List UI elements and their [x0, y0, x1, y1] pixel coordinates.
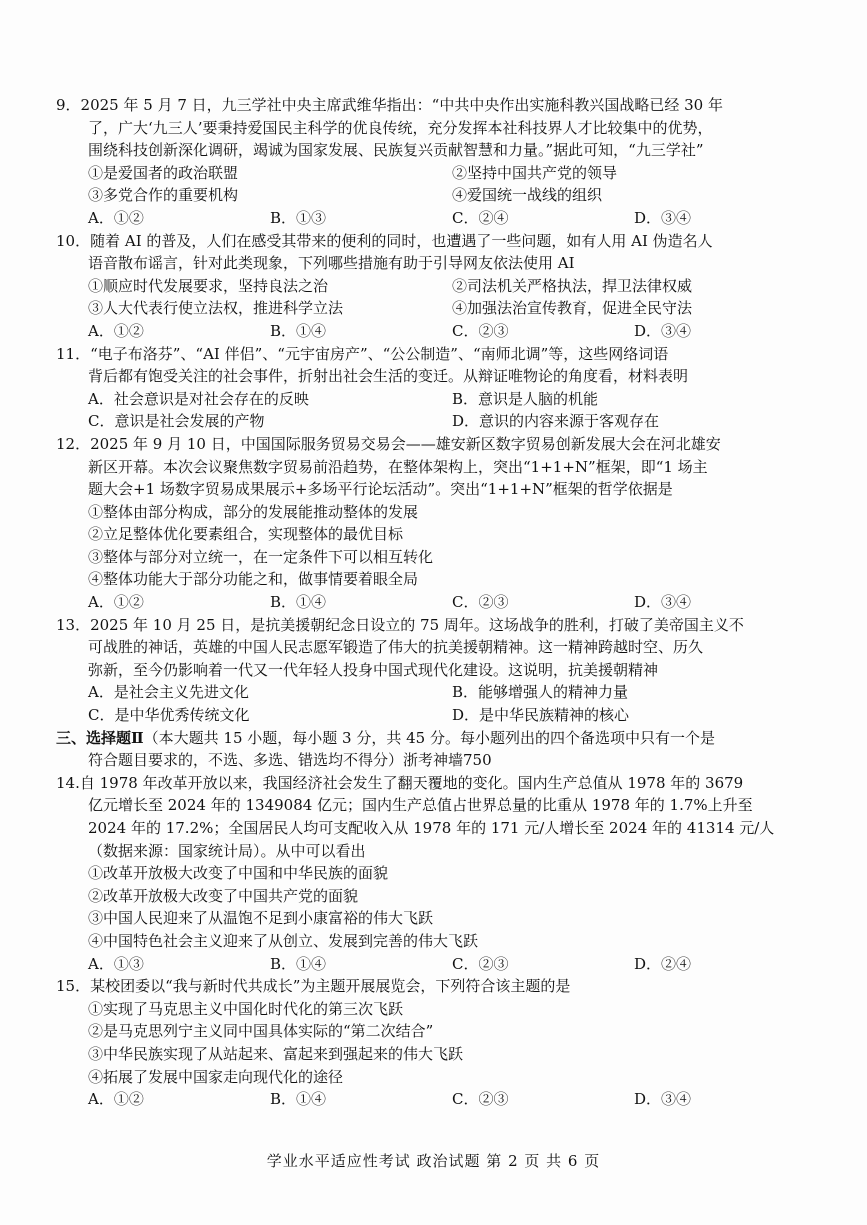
question-stem-line: 可战胜的神话，英雄的中国人民志愿军锻造了伟大的抗美援朝精神。这一精神跨越时空、历久	[88, 638, 704, 657]
question-stem-line: 题大会+1 场数字贸易成果展示+多场平行论坛活动”。突出“1+1+N”框架的哲学依据是	[88, 480, 673, 499]
choice-row	[56, 591, 816, 614]
statement-option: ②坚持中国共产党的领导	[452, 163, 618, 182]
choice-row	[56, 388, 816, 411]
choice-d: D．意识的内容来源于客观存在	[452, 412, 660, 431]
choice-a: A．①②	[88, 208, 144, 227]
question-stem-line: 12．2025 年 9 月 10 日，中国国际服务贸易交易会——雄安新区数字贸易创新发展大会在河北雄安	[56, 434, 721, 453]
choice-a: A．是社会主义先进文化	[88, 683, 249, 702]
section-instructions-line: 符合题目要求的，不选、多选、错选均不得分）浙考神墙750	[88, 751, 492, 770]
choice-c: C．②③	[452, 593, 509, 612]
question-stem-line: 15．某校团委以“我与新时代共成长”为主题开展展览会，下列符合该主题的是	[56, 977, 571, 996]
choice-c: C．②③	[452, 954, 509, 973]
choice-row	[56, 410, 816, 433]
choice-row	[56, 207, 816, 230]
statement-option: ②改革开放极大改变了中国共产党的面貌	[88, 886, 359, 905]
choice-a: A．①②	[88, 1090, 144, 1109]
statement-option: ①顺应时代发展要求，坚持良法之治	[88, 276, 329, 295]
page-footer: 学业水平适应性考试 政治试题 第 2 页 共 6 页	[266, 1152, 601, 1170]
statement-option: ③中国人民迎来了从温饱不足到小康富裕的伟大飞跃	[88, 909, 434, 928]
choice-b: B．意识是人脑的机能	[452, 389, 599, 408]
choice-c: C．②④	[452, 208, 509, 227]
choice-d: D．③④	[634, 593, 692, 612]
section-3-heading	[56, 727, 816, 772]
statement-option: ④爱国统一战线的组织	[452, 186, 603, 205]
statement-option: ④中国特色社会主义迎来了从创立、发展到完善的伟大飞跃	[88, 931, 479, 950]
statement-option: ③中华民族实现了从站起来、富起来到强起来的伟大飞跃	[88, 1044, 464, 1063]
statement-option: ②司法机关严格执法，捍卫法律权威	[452, 276, 693, 295]
choice-row	[56, 704, 816, 727]
statement-option: ④拓展了发展中国家走向现代化的途径	[88, 1067, 344, 1086]
question-stem-line: 亿元增长至 2024 年的 1349084 亿元；国内生产总值占世界总量的比重从 1978 年的 1.7%上升至	[88, 796, 753, 815]
choice-b: B．①④	[270, 1090, 327, 1109]
choice-b: B．①④	[270, 593, 327, 612]
statement-option: ①实现了马克思主义中国化时代化的第三次飞跃	[88, 999, 404, 1018]
question-stem-line: 背后都有饱受关注的社会事件，折射出社会生活的变迁。从辩证唯物论的角度看，材料表明	[88, 367, 689, 386]
statement-option: ④整体功能大于部分功能之和，做事情要着眼全局	[88, 570, 419, 589]
statement-option: ②是马克思列宁主义同中国具体实际的“第二次结合”	[88, 1022, 434, 1041]
question-9	[56, 94, 816, 230]
statement-row	[56, 275, 816, 298]
statement-option: ③整体与部分对立统一，在一定条件下可以相互转化	[88, 547, 434, 566]
question-stem-line: 新区开幕。本次会议聚焦数字贸易前沿趋势，在整体架构上，突出“1+1+N”框架，即“1 场主	[88, 457, 708, 476]
choice-b: B．①③	[270, 208, 327, 227]
statement-option: ③多党合作的重要机构	[88, 186, 239, 205]
choice-b: B．①④	[270, 954, 327, 973]
choice-b: B．①④	[270, 321, 327, 340]
question-stem-line: 语音散布谣言，针对此类现象，下列哪些措施有助于引导网友依法使用 AI	[88, 254, 575, 273]
section-heading-line	[56, 727, 816, 750]
choice-a: A．①②	[88, 593, 144, 612]
choice-d: D．③④	[634, 321, 692, 340]
choice-c: C．②③	[452, 1090, 509, 1109]
statement-option: ①是爱国者的政治联盟	[88, 163, 239, 182]
question-14	[56, 772, 816, 975]
choice-d: D．③④	[634, 1090, 692, 1109]
choice-d: D．②④	[634, 954, 692, 973]
choice-a: A．①②	[88, 321, 144, 340]
statement-option: ③人大代表行使立法权，推进科学立法	[88, 299, 344, 318]
question-stem-line: 14.自 1978 年改革开放以来，我国经济社会发生了翻天覆地的变化。国内生产总值从 1978 年的 3679	[56, 773, 744, 792]
question-stem-line: 13．2025 年 10 月 25 日，是抗美援朝纪念日设立的 75 周年。这场战争的胜利，打破了美帝国主义不	[56, 615, 744, 634]
question-stem-line: 了，广大‘九三人’要秉持爱国民主科学的优良传统，充分发挥本社科技界人才比较集中的优势，	[88, 118, 713, 137]
question-15	[56, 975, 816, 1111]
section-instructions: （本大题共 15 小题，每小题 3 分，共 45 分。每小题列出的四个备选项中只有一个是	[143, 728, 715, 747]
question-12	[56, 433, 816, 614]
statement-option: ②立足整体优化要素组合，实现整体的最优目标	[88, 525, 404, 544]
choice-a: A．社会意识是对社会存在的反映	[88, 389, 309, 408]
choice-a: A．①③	[88, 954, 144, 973]
question-10	[56, 230, 816, 343]
choice-row	[56, 320, 816, 343]
choice-c: C．是中华优秀传统文化	[88, 706, 250, 725]
statement-option: ④加强法治宣传教育，促进全民守法	[452, 299, 693, 318]
question-13	[56, 614, 816, 727]
question-stem-line: 11．“电子布洛芬”、“AI 伴侣”、“元宇宙房产”、“公公制造”、“南师北调”等，这些网络词语	[56, 344, 669, 363]
question-stem-line: 弥新，至今仍影响着一代又一代年轻人投身中国式现代化建设。这说明，抗美援朝精神	[88, 660, 659, 679]
exam-content	[56, 94, 816, 1111]
choice-c: C．②③	[452, 321, 509, 340]
statement-row	[56, 162, 816, 185]
choice-d: D．③④	[634, 208, 692, 227]
statement-row	[56, 184, 816, 207]
question-stem-line: 10．随着 AI 的普及，人们在感受其带来的便利的同时，也遭遇了一些问题，如有人用 AI 伪造名人	[56, 231, 713, 250]
question-stem-line: 9．2025 年 5 月 7 日，九三学社中央主席武维华指出：“中共中央作出实施科教兴国战略已经 30 年	[56, 96, 723, 114]
question-stem-line: 2024 年的 17.2%；全国居民人均可支配收入从 1978 年的 171 元/人增长至 2024 年的 41314 元/人	[88, 819, 775, 837]
choice-b: B．能够增强人的精神力量	[452, 683, 629, 702]
question-stem-line: 围绕科技创新深化调研，竭诚为国家发展、民族复兴贡献智慧和力量。”据此可知，“九三学社”	[88, 141, 704, 160]
statement-row	[56, 297, 816, 320]
statement-option: ①整体由部分构成，部分的发展能推动整体的发展	[88, 502, 419, 521]
question-11	[56, 343, 816, 433]
choice-row	[56, 953, 816, 976]
choice-c: C．意识是社会发展的产物	[88, 412, 265, 431]
choice-row	[56, 1088, 816, 1111]
question-stem-line: （数据来源：国家统计局）。从中可以看出	[88, 841, 366, 860]
choice-d: D．是中华民族精神的核心	[452, 706, 630, 725]
choice-row	[56, 681, 816, 704]
section-title: 三、选择题Ⅱ	[56, 728, 144, 747]
statement-option: ①改革开放极大改变了中国和中华民族的面貌	[88, 864, 389, 883]
